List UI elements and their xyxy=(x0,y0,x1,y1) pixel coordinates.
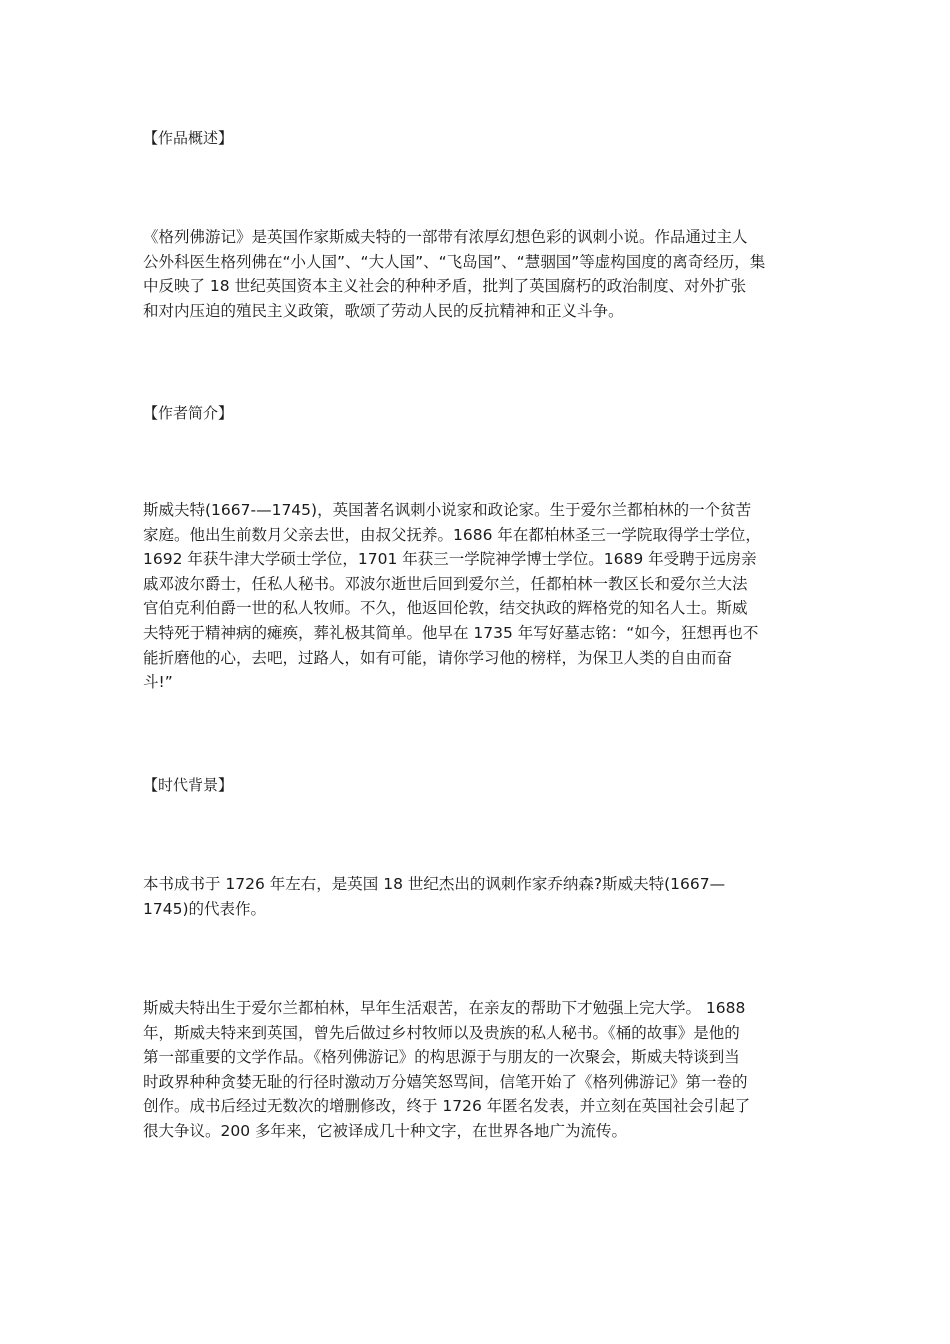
text-line: 创作。成书后经过无数次的增删修改，终于 1726 年匿名发表，并立刻在英国社会引起了 xyxy=(143,1097,751,1116)
text-line: 时政界种种贪婪无耻的行径时激动万分嬉笑怒骂间，信笔开始了《格列佛游记》第一卷的 xyxy=(143,1072,748,1091)
text-line: 能折磨他的心，去吧，过路人，如有可能，请你学习他的榜样，为保卫人类的自由而奋 xyxy=(143,648,733,667)
paragraph-background-1 xyxy=(143,872,823,921)
text-line: 第一部重要的文学作品。《格列佛游记》的构思源于与朋友的一次聚会，斯威夫特谈到当 xyxy=(143,1048,740,1067)
heading-historical-background: 【时代背景】 xyxy=(143,776,234,794)
text-line: 中反映了 18 世纪英国资本主义社会的种种矛盾，批判了英国腐朽的政治制度、对外扩张 xyxy=(143,277,747,296)
paragraph-author-intro xyxy=(143,498,823,695)
text-line: 斯威夫特(1667-—1745)，英国著名讽刺小说家和政论家。生于爱尔兰都柏林的一个贫苦 xyxy=(143,501,752,519)
text-line: 夫特死于精神病的瘫痪，葬礼极其简单。他早在 1735 年写好墓志铭：“如今，狂想再也不 xyxy=(143,623,759,642)
text-line: 《格列佛游记》是英国作家斯威夫特的一部带有浓厚幻想色彩的讽刺小说。作品通过主人 xyxy=(143,228,748,246)
paragraph-background-2 xyxy=(143,996,823,1144)
text-line: 年，斯威夫特来到英国，曾先后做过乡村牧师以及贵族的私人秘书。《桶的故事》是他的 xyxy=(143,1023,740,1042)
text-line: 本书成书于 1726 年左右，是英国 18 世纪杰出的讽刺作家乔纳森?斯威夫特(1667— xyxy=(143,875,726,893)
text-line: 很大争议。200 多年来，它被译成几十种文字，在世界各地广为流传。 xyxy=(143,1121,628,1140)
heading-work-overview: 【作品概述】 xyxy=(143,129,234,147)
text-line: 家庭。他出生前数月父亲去世，由叔父抚养。1686 年在都柏林圣三一学院取得学士学位， xyxy=(143,525,761,544)
text-line: 1745)的代表作。 xyxy=(143,899,266,918)
paragraph-work-overview xyxy=(143,225,823,323)
text-line: 和对内压迫的殖民主义政策，歌颂了劳动人民的反抗精神和正义斗争。 xyxy=(143,301,624,320)
text-line: 公外科医生格列佛在“小人国”、“大人国”、“飞岛国”、“慧骃国”等虚构国度的离奇经历，集 xyxy=(143,252,766,271)
heading-author-intro: 【作者简介】 xyxy=(143,404,234,422)
text-line: 官伯克利伯爵一世的私人牧师。不久，他返回伦敦，结交执政的辉格党的知名人士。斯威 xyxy=(143,599,748,618)
text-line: 斯威夫特出生于爱尔兰都柏林，早年生活艰苦，在亲友的帮助下才勉强上完大学。 1688 xyxy=(143,999,746,1017)
text-line: 1692 年获牛津大学硕士学位，1701 年获三一学院神学博士学位。1689 年受聘于远房亲 xyxy=(143,550,757,569)
text-line: 斗!” xyxy=(143,673,173,692)
text-line: 戚邓波尔爵士，任私人秘书。邓波尔逝世后回到爱尔兰，任都柏林一教区长和爱尔兰大法 xyxy=(143,574,748,593)
